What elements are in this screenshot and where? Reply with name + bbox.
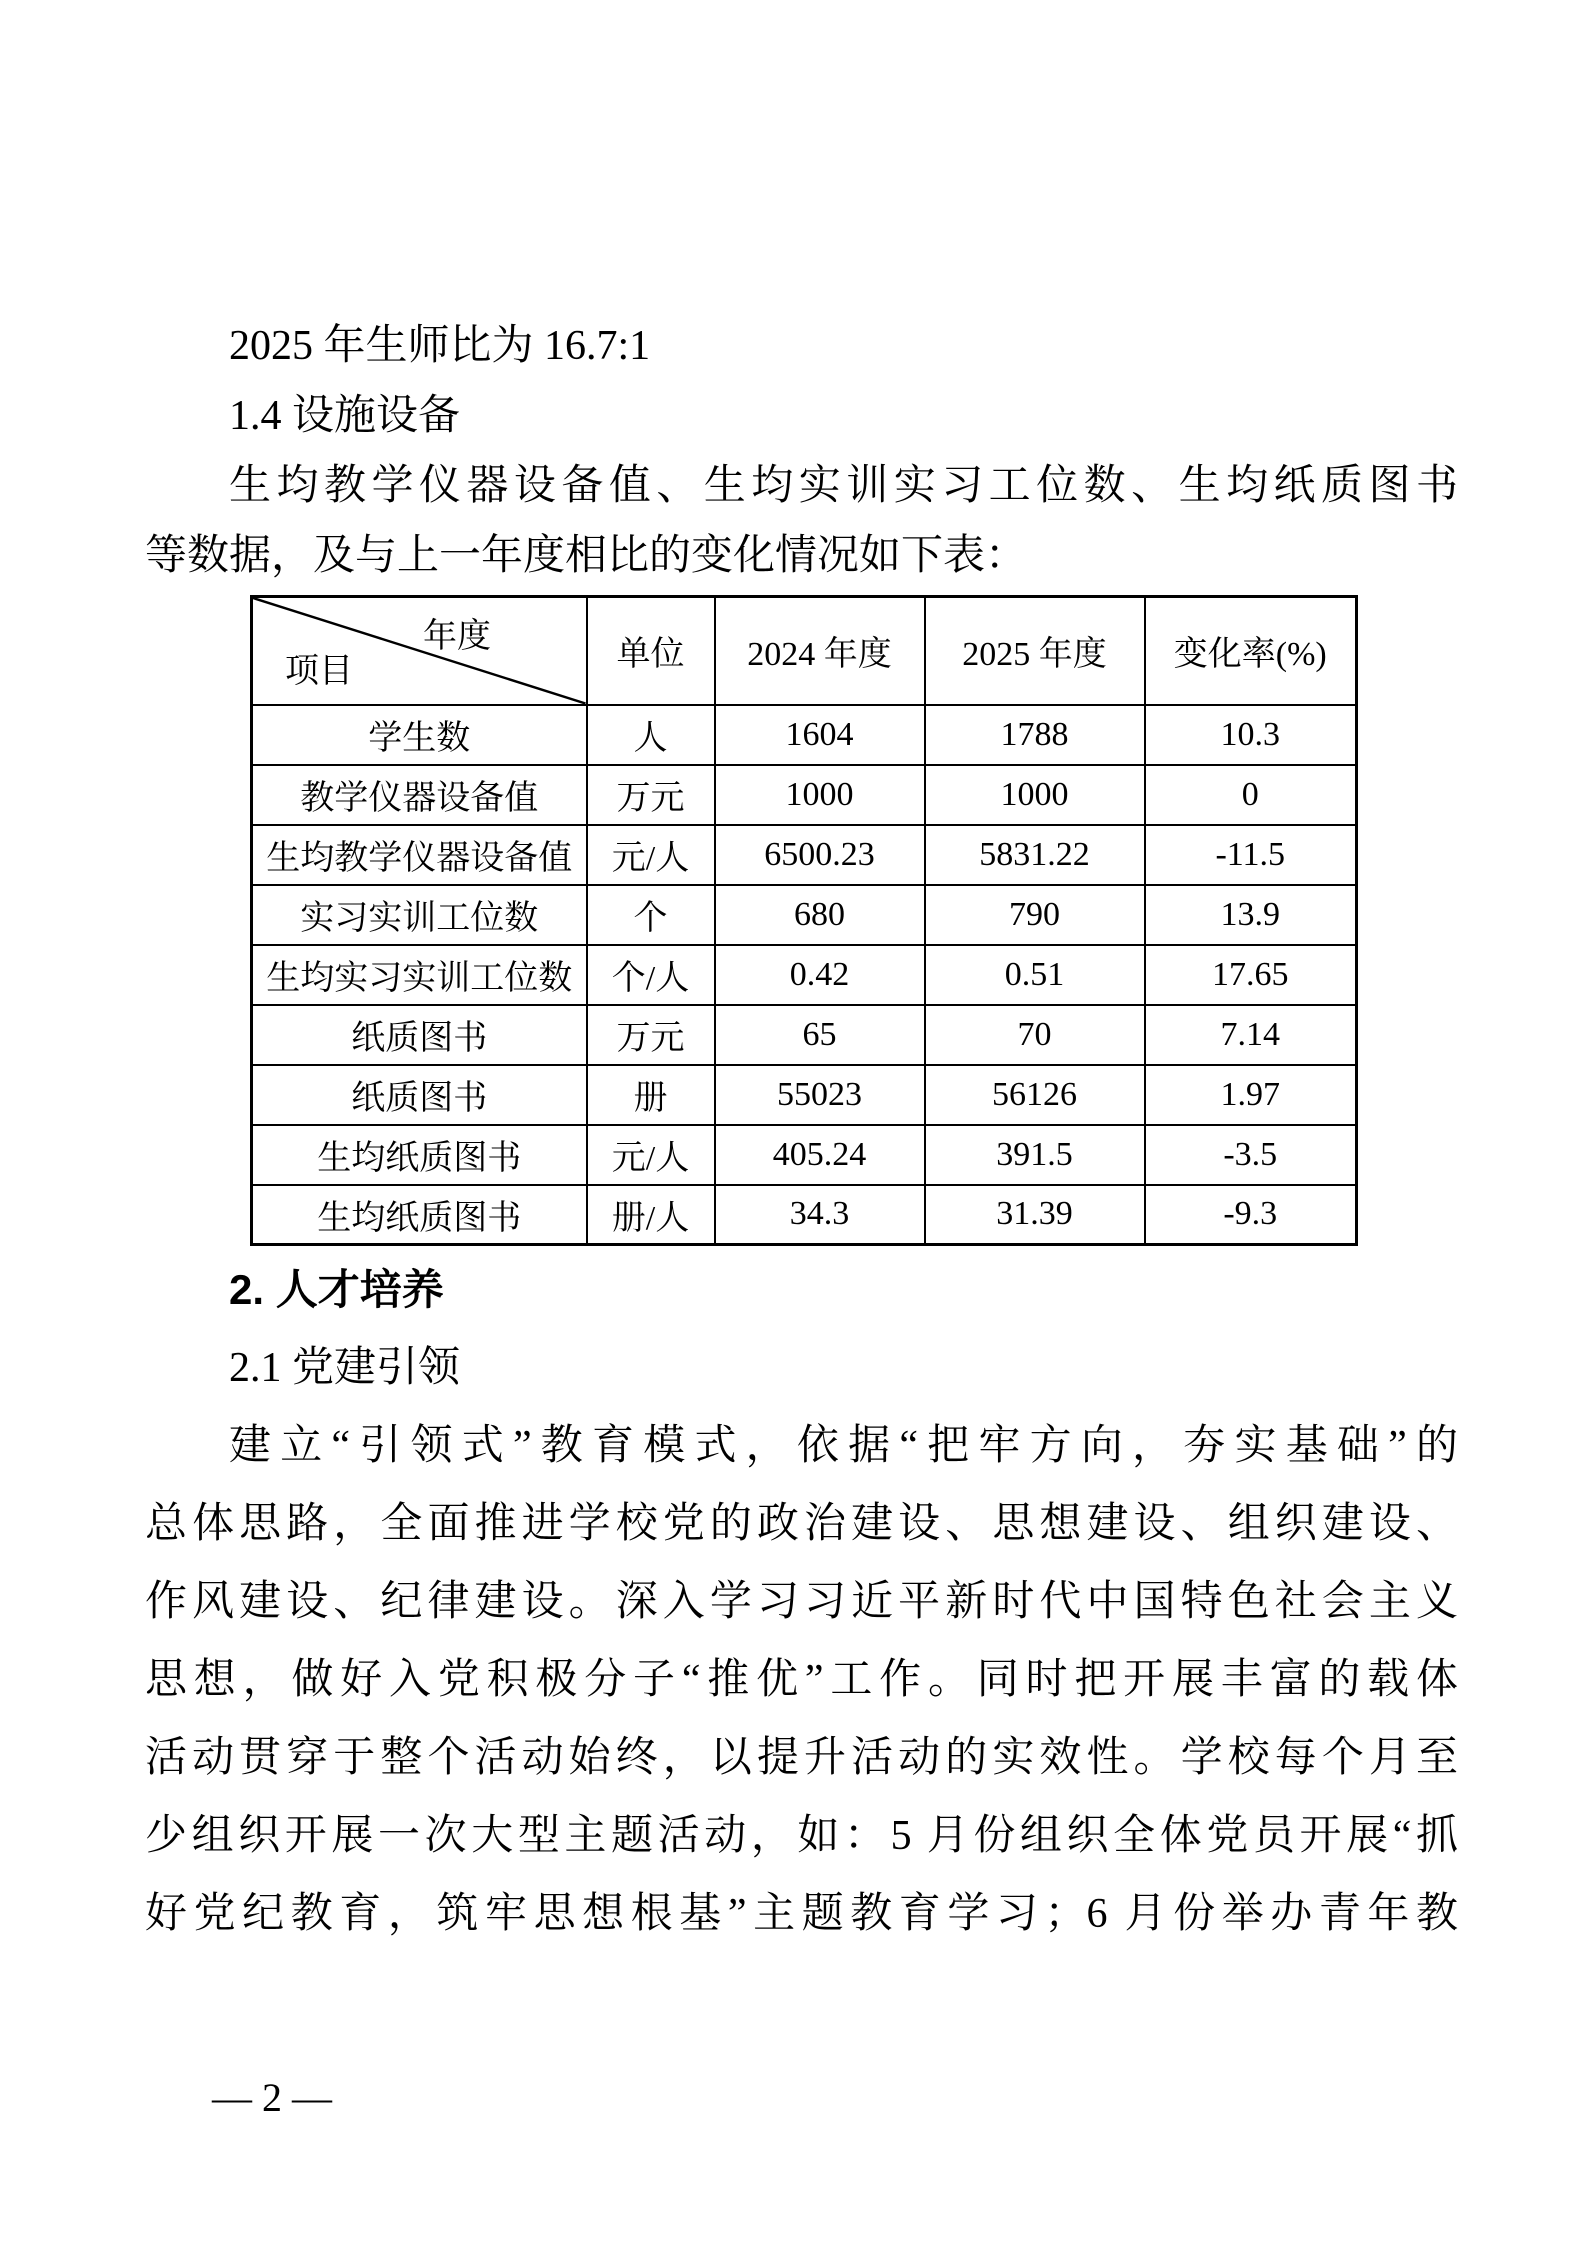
table-row bbox=[252, 1125, 1357, 1185]
value-cell: -9.3 bbox=[1145, 1185, 1357, 1245]
row-label-cell: 学生数 bbox=[252, 705, 587, 765]
value-cell: 人 bbox=[587, 705, 715, 765]
table-row bbox=[252, 1185, 1357, 1245]
party-paragraph-line-6: 少组织开展一次大型主题活动，如：5 月份组织全体党员开展“抓 bbox=[145, 1813, 1458, 1859]
table-header-row bbox=[252, 597, 1357, 705]
value-cell: 790 bbox=[925, 885, 1145, 945]
value-cell: 55023 bbox=[715, 1065, 925, 1125]
corner-label-item: 项目 bbox=[285, 652, 353, 690]
column-header-change-rate: 变化率(%) bbox=[1145, 597, 1357, 705]
row-label-cell: 生均教学仪器设备值 bbox=[252, 825, 587, 885]
value-cell: 13.9 bbox=[1145, 885, 1357, 945]
value-cell: 1604 bbox=[715, 705, 925, 765]
facilities-paragraph-line-1: 生均教学仪器设备值、生均实训实习工位数、生均纸质图书 bbox=[229, 463, 1458, 509]
value-cell: 6500.23 bbox=[715, 825, 925, 885]
value-cell: 万元 bbox=[587, 765, 715, 825]
row-label-cell: 纸质图书 bbox=[252, 1005, 587, 1065]
value-cell: 万元 bbox=[587, 1005, 715, 1065]
value-cell: 1.97 bbox=[1145, 1065, 1357, 1125]
row-label-cell: 教学仪器设备值 bbox=[252, 765, 587, 825]
value-cell: 册 bbox=[587, 1065, 715, 1125]
value-cell: 70 bbox=[925, 1005, 1145, 1065]
value-cell: 34.3 bbox=[715, 1185, 925, 1245]
value-cell: 0 bbox=[1145, 765, 1357, 825]
value-cell: 1788 bbox=[925, 705, 1145, 765]
table-row bbox=[252, 945, 1357, 1005]
table-row bbox=[252, 705, 1357, 765]
facilities-table-body bbox=[252, 705, 1357, 1245]
table-corner-cell bbox=[252, 597, 587, 705]
value-cell: -11.5 bbox=[1145, 825, 1357, 885]
value-cell: 10.3 bbox=[1145, 705, 1357, 765]
row-label-cell: 实习实训工位数 bbox=[252, 885, 587, 945]
column-header-2025: 2025 年度 bbox=[925, 597, 1145, 705]
value-cell: 个 bbox=[587, 885, 715, 945]
party-paragraph-line-2: 总体思路，全面推进学校党的政治建设、思想建设、组织建设、 bbox=[145, 1501, 1458, 1547]
value-cell: 1000 bbox=[715, 765, 925, 825]
party-paragraph-line-4: 思想，做好入党积极分子“推优”工作。同时把开展丰富的载体 bbox=[145, 1657, 1458, 1703]
value-cell: 0.42 bbox=[715, 945, 925, 1005]
value-cell: 680 bbox=[715, 885, 925, 945]
value-cell: 册/人 bbox=[587, 1185, 715, 1245]
value-cell: 元/人 bbox=[587, 825, 715, 885]
value-cell: 元/人 bbox=[587, 1125, 715, 1185]
value-cell: 7.14 bbox=[1145, 1005, 1357, 1065]
value-cell: 0.51 bbox=[925, 945, 1145, 1005]
column-header-unit: 单位 bbox=[587, 597, 715, 705]
value-cell: -3.5 bbox=[1145, 1125, 1357, 1185]
table-row bbox=[252, 885, 1357, 945]
value-cell: 1000 bbox=[925, 765, 1145, 825]
section-2-1-heading: 2.1 党建引领 bbox=[229, 1345, 461, 1391]
value-cell: 405.24 bbox=[715, 1125, 925, 1185]
table-row bbox=[252, 765, 1357, 825]
corner-label-year: 年度 bbox=[423, 618, 491, 655]
value-cell: 391.5 bbox=[925, 1125, 1145, 1185]
row-label-cell: 生均实习实训工位数 bbox=[252, 945, 587, 1005]
section-1-4-heading: 1.4 设施设备 bbox=[229, 393, 461, 439]
party-paragraph-line-1: 建立“引领式”教育模式，依据“把牢方向，夯实基础”的 bbox=[229, 1423, 1458, 1469]
top-section bbox=[145, 311, 1458, 1246]
table-row bbox=[252, 1005, 1357, 1065]
party-paragraph-line-5: 活动贯穿于整个活动始终，以提升活动的实效性。学校每个月至 bbox=[145, 1735, 1458, 1781]
value-cell: 65 bbox=[715, 1005, 925, 1065]
value-cell: 56126 bbox=[925, 1065, 1145, 1125]
value-cell: 31.39 bbox=[925, 1185, 1145, 1245]
table-row bbox=[252, 825, 1357, 885]
student-teacher-ratio-line: 2025 年生师比为 16.7:1 bbox=[229, 323, 651, 369]
value-cell: 5831.22 bbox=[925, 825, 1145, 885]
party-paragraph-line-7: 好党纪教育，筑牢思想根基”主题教育学习；6 月份举办青年教 bbox=[145, 1891, 1458, 1937]
row-label-cell: 纸质图书 bbox=[252, 1065, 587, 1125]
facilities-table bbox=[250, 595, 1358, 1246]
section-2-heading: 2. 人才培养 bbox=[229, 1266, 444, 1313]
value-cell: 个/人 bbox=[587, 945, 715, 1005]
talent-section bbox=[145, 1251, 1458, 1953]
table-row bbox=[252, 1065, 1357, 1125]
row-label-cell: 生均纸质图书 bbox=[252, 1125, 587, 1185]
facilities-paragraph-line-2: 等数据，及与上一年度相比的变化情况如下表： bbox=[145, 533, 1028, 579]
party-paragraph-line-3: 作风建设、纪律建设。深入学习习近平新时代中国特色社会主义 bbox=[145, 1579, 1458, 1625]
value-cell: 17.65 bbox=[1145, 945, 1357, 1005]
page-number: — 2 — bbox=[212, 2075, 332, 2120]
column-header-2024: 2024 年度 bbox=[715, 597, 925, 705]
row-label-cell: 生均纸质图书 bbox=[252, 1185, 587, 1245]
